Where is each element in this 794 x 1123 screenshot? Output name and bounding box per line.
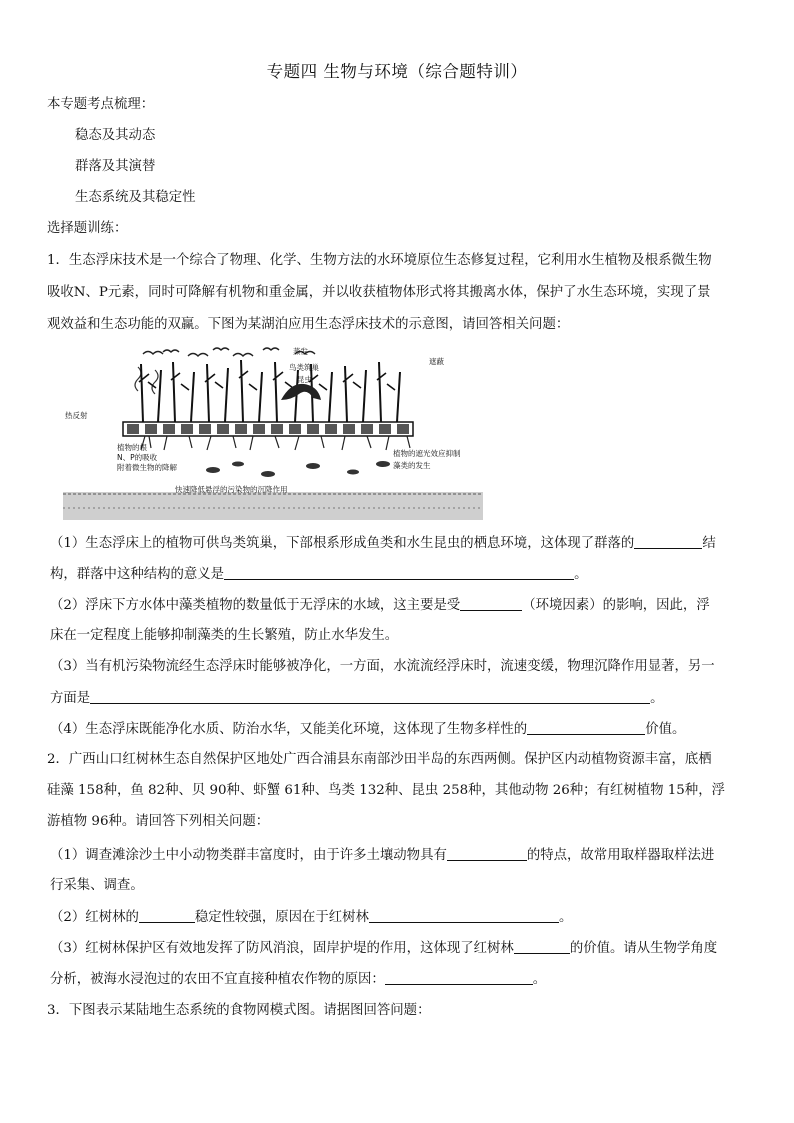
bird-icons bbox=[143, 348, 315, 356]
plant-roots bbox=[141, 436, 410, 450]
label-insects: 昆虫 bbox=[297, 375, 312, 384]
q1-part-3-text: 方面是 bbox=[50, 691, 91, 706]
q1-part-4-text-end: 价值。 bbox=[645, 722, 686, 737]
heron-icon bbox=[281, 384, 321, 400]
q2-part-1-text-end: 的特点，故常用取样器取样法进 bbox=[526, 848, 715, 863]
evaporation-icon bbox=[135, 367, 158, 394]
q1-stem-line-1: 1．生态浮床技术是一个综合了物理、化学、生物方法的水环境原位生态修复过程，它利用水生植物及根系微生物 bbox=[47, 253, 712, 268]
q2-stem-line-2: 硅藻 158种，鱼 82种、贝 90种、虾蟹 61种、鸟类 132种、昆虫 258种，其他动物 26种；有红树植物 15种，浮 bbox=[47, 783, 725, 798]
outline-item-3: 生态系统及其稳定性 bbox=[75, 190, 196, 205]
q1-stem-line-3: 观效益和生态功能的双赢。下图为某湖泊应用生态浮床技术的示意图，请回答相关问题： bbox=[47, 317, 570, 332]
q1-part-1-text-2: 构，群落中这种结构的意义是 bbox=[50, 567, 225, 582]
q2-part-2-text-2: 稳定性较强，原因在于红树林 bbox=[194, 910, 369, 925]
q1-part-2-line-1 bbox=[50, 596, 710, 615]
floating-bed-figure bbox=[63, 342, 483, 520]
q2-part-3-line-1 bbox=[50, 939, 717, 958]
label-microbe-degradation: 附着微生物的降解 bbox=[117, 463, 177, 472]
label-sedimentation: 快速降低悬浮的污染物的沉降作用 bbox=[175, 485, 288, 494]
label-np-absorption: N、P的吸收 bbox=[117, 453, 158, 462]
plant-stalks bbox=[139, 360, 400, 422]
floating-bed bbox=[123, 422, 413, 436]
label-shading-effect: 植物的遮光效应抑制 bbox=[393, 449, 461, 458]
punctuation: 。 bbox=[532, 972, 547, 987]
answer-blank[interactable] bbox=[460, 596, 522, 611]
q1-part-1-text: （1）生态浮床上的植物可供鸟类筑巢，下部根系形成鱼类和水生昆虫的栖息环境，这体现了群落的 bbox=[50, 536, 635, 551]
q2-part-3-text-3: 分析，被海水浸泡过的农田不宜直接种植农作物的原因： bbox=[50, 972, 385, 987]
q1-part-3-line-1: （3）当有机污染物流经生态浮床时能够被净化，一方面，水流流经浮床时，流速变缓，物理沉降作用显著，另一 bbox=[50, 659, 715, 674]
q2-part-1-text: （1）调查滩涂沙土中小动物类群丰富度时，由于许多土壤动物具有 bbox=[50, 848, 447, 863]
punctuation: 。 bbox=[574, 567, 588, 582]
section-heading: 选择题训练： bbox=[47, 221, 128, 236]
q1-part-4-text: （4）生态浮床既能净化水质、防治水华，又能美化环境，这体现了生物多样性的 bbox=[50, 722, 528, 737]
q1-part-3-line-2 bbox=[50, 689, 664, 708]
q1-part-1-line-1 bbox=[50, 534, 716, 553]
answer-blank[interactable] bbox=[369, 908, 559, 923]
outline-heading: 本专题考点梳理： bbox=[47, 97, 155, 112]
q2-stem-line-3: 游植物 96种。请回答下列相关问题： bbox=[47, 814, 270, 829]
q2-part-3-text: （3）红树林保护区有效地发挥了防风消浪，固岸护堤的作用，这体现了红树林 bbox=[50, 941, 514, 956]
q1-stem-line-2: 吸收N、P元素，同时可降解有机物和重金属，并以收获植物体形式将其搬离水体，保护了水生态环境，实现了景 bbox=[47, 285, 711, 300]
outline-item-1: 稳态及其动态 bbox=[75, 128, 156, 143]
label-bird-nesting: 鸟类筑巢 bbox=[289, 363, 319, 372]
q2-part-1-line-1 bbox=[50, 846, 714, 865]
q3-stem-line-1: 3．下图表示某陆地生态系统的食物网模式图。请据图回答问题： bbox=[47, 1003, 431, 1018]
q2-part-3-text-2: 的价值。请从生物学角度 bbox=[569, 941, 718, 956]
label-algae-occurrence: 藻类的发生 bbox=[393, 461, 431, 470]
punctuation: 。 bbox=[558, 910, 573, 925]
q1-part-4-line bbox=[50, 720, 685, 739]
q2-part-2-text: （2）红树林的 bbox=[50, 910, 139, 925]
outline-item-2: 群落及其演替 bbox=[75, 159, 156, 174]
label-evaporation: 蒸发 bbox=[293, 347, 308, 356]
answer-blank[interactable] bbox=[634, 534, 702, 549]
q1-part-1-text-end: 结 bbox=[702, 536, 716, 551]
q2-part-3-line-2 bbox=[50, 970, 546, 989]
answer-blank[interactable] bbox=[90, 689, 650, 704]
q2-part-2-line bbox=[50, 908, 572, 927]
answer-blank[interactable] bbox=[527, 720, 645, 735]
answer-blank[interactable] bbox=[385, 970, 533, 985]
label-heat-reflection: 热反射 bbox=[65, 411, 88, 420]
punctuation: 。 bbox=[650, 691, 664, 706]
q1-part-1-line-2 bbox=[50, 565, 587, 584]
answer-blank[interactable] bbox=[514, 939, 570, 954]
answer-blank[interactable] bbox=[139, 908, 195, 923]
sediment-layer bbox=[63, 492, 483, 520]
q1-part-2-text: （2）浮床下方水体中藻类植物的数量低于无浮床的水域，这主要是受 bbox=[50, 598, 461, 613]
q1-part-2-text-end: （环境因素）的影响，因此，浮 bbox=[522, 598, 710, 613]
q1-part-2-line-2: 床在一定程度上能够抑制藻类的生长繁殖，防止水华发生。 bbox=[50, 628, 399, 643]
fish-icons bbox=[206, 461, 390, 477]
label-shading: 遮蔽 bbox=[429, 357, 444, 366]
q2-part-1-line-2: 行采集、调查。 bbox=[50, 878, 144, 893]
label-plant-roots: 植物的根 bbox=[117, 443, 147, 452]
answer-blank[interactable] bbox=[224, 565, 574, 580]
page-title: 专题四 生物与环境（综合题特训） bbox=[266, 62, 528, 81]
q2-stem-line-1: 2．广西山口红树林生态自然保护区地处广西合浦县东南部沙田半岛的东西两侧。保护区内动植物资源丰富，底栖 bbox=[47, 752, 712, 767]
answer-blank[interactable] bbox=[447, 846, 527, 861]
